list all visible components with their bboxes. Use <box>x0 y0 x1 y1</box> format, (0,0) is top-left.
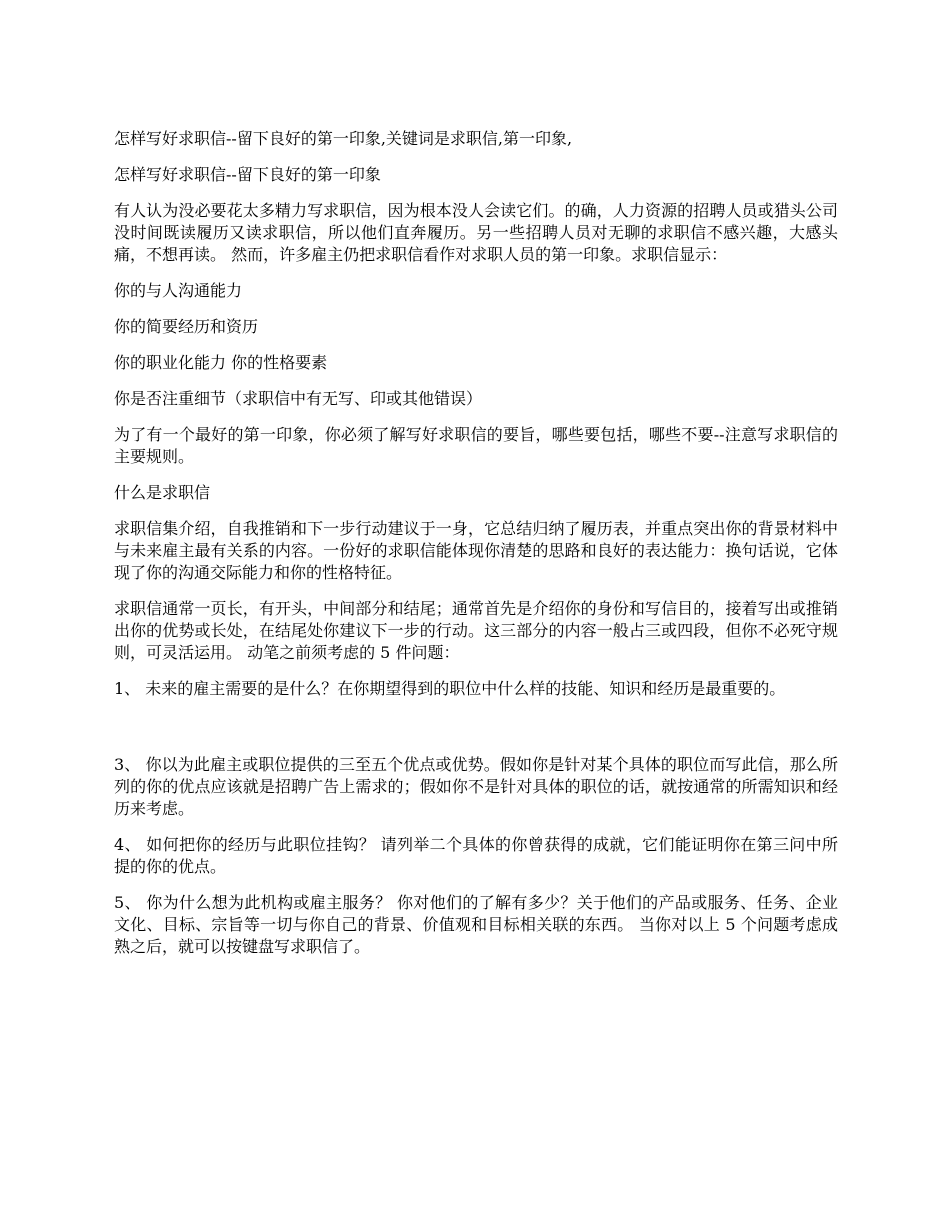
question-1: 1、 未来的雇主需要的是什么？在你期望得到的职位中什么样的技能、知识和经历是最重要的。 <box>114 679 786 698</box>
article-title: 怎样写好求职信--留下良好的第一印象 <box>114 165 381 184</box>
keywords-line: 怎样写好求职信--留下良好的第一印象,关键词是求职信,第一印象, <box>114 129 573 148</box>
blank-gap <box>114 714 838 754</box>
list-item-professionalism: 你的职业化能力 你的性格要素 <box>114 353 328 372</box>
question-5: 5、 你为什么想为此机构或雇主服务？ 你对他们的了解有多少？关于他们的产品或服务、任务、企业文化、目标、宗旨等一切与你自己的背景、价值观和目标相关联的东西。 当你对以上 5 个问题考虑成熟之后，就可以按键盘写求职信了。 <box>114 893 838 956</box>
section-heading: 什么是求职信 <box>114 483 211 502</box>
definition-paragraph: 求职信集介绍，自我推销和下一步行动建议于一身，它总结归纳了履历表，并重点突出你的背景材料中与未来雇主最有关系的内容。一份好的求职信能体现你清楚的思路和良好的表达能力：换句话说，它体现了你的沟通交际能力和你的性格特征。 <box>114 519 838 582</box>
first-impression-paragraph: 为了有一个最好的第一印象，你必须了解写好求职信的要旨，哪些要包括，哪些不要--注意写求职信的主要规则。 <box>114 425 838 466</box>
intro-paragraph: 有人认为没必要花太多精力写求职信，因为根本没人会读它们。的确，人力资源的招聘人员或猎头公司没时间既读履历又读求职信，所以他们直奔履历。另一些招聘人员对无聊的求职信不感兴趣，大感头痛，不想再读。 然而，许多雇主仍把求职信看作对求职人员的第一印象。求职信显示： <box>114 201 838 264</box>
list-item-experience: 你的简要经历和资历 <box>114 317 259 336</box>
question-3: 3、 你以为此雇主或职位提供的三至五个优点或优势。假如你是针对某个具体的职位而写此信，那么所列的你的优点应该就是招聘广告上需求的；假如你不是针对具体的职位的话，就按通常的所需知识和经历来考虑。 <box>114 755 838 818</box>
list-item-communication: 你的与人沟通能力 <box>114 281 243 300</box>
list-item-detail: 你是否注重细节（求职信中有无写、印或其他错误） <box>114 389 483 408</box>
document-body <box>114 128 838 972</box>
structure-paragraph: 求职信通常一页长，有开头，中间部分和结尾；通常首先是介绍你的身份和写信目的，接着写出或推销出你的优势或长处，在结尾处你建议下一步的行动。这三部分的内容一般占三或四段，但你不必死守规则，可灵活运用。 动笔之前须考虑的 5 件问题： <box>114 599 838 662</box>
question-4: 4、 如何把你的经历与此职位挂钩？ 请列举二个具体的你曾获得的成就，它们能证明你在第三问中所提的你的优点。 <box>114 835 838 876</box>
